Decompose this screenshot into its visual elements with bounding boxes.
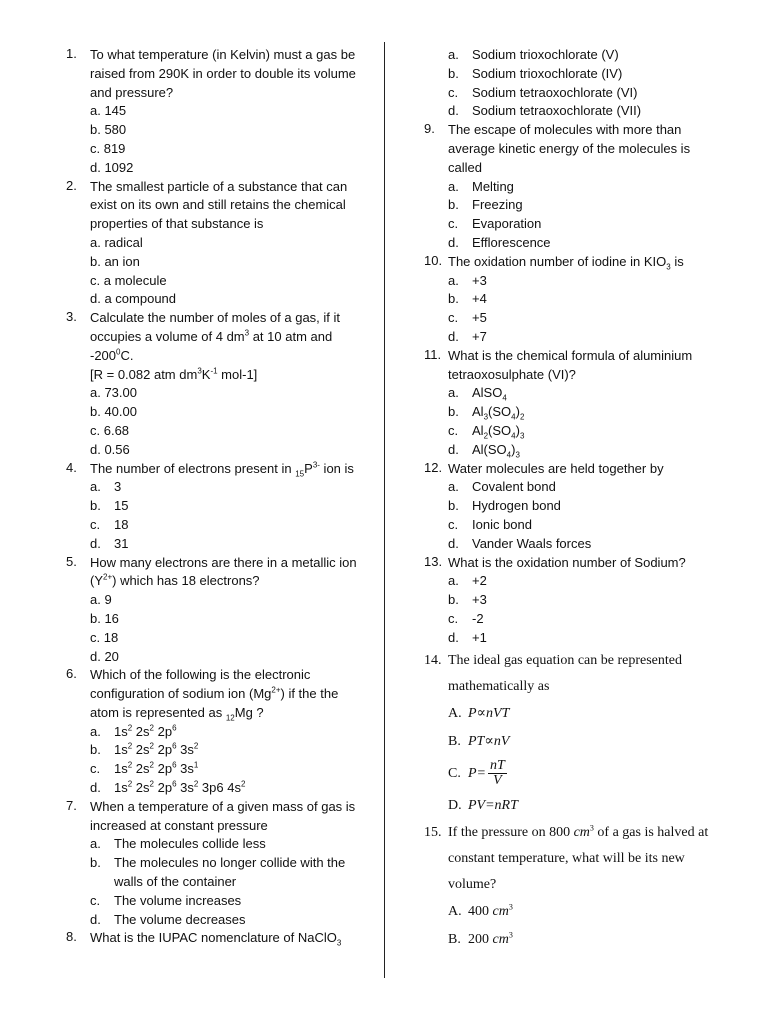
option-b: b. an ion xyxy=(90,253,140,269)
question-number: 13. xyxy=(424,553,443,569)
question-9 xyxy=(424,121,724,253)
option-c: c. Evaporation xyxy=(448,216,542,232)
question-number: 6. xyxy=(66,666,77,682)
fraction: $\frac{nT}{V}$ xyxy=(490,757,505,788)
question-number: 5. xyxy=(66,553,77,569)
option-b: b. Hydrogen bond xyxy=(448,498,561,514)
option-a: a. The molecules collide less xyxy=(90,836,266,852)
option-c: c. -2 xyxy=(448,610,484,626)
option-b: b. Freezing xyxy=(448,197,523,213)
option-d: D. PV=nRT xyxy=(448,797,518,813)
question-text: The escape of molecules with more than average kinetic energy of the molecules is called xyxy=(448,122,691,175)
question-3 xyxy=(66,309,366,459)
option-d: d. 20 xyxy=(90,648,119,664)
option-a: a. Melting xyxy=(448,178,514,194)
question-13 xyxy=(424,554,724,648)
question-text: Water molecules are held together by xyxy=(448,460,664,476)
question-text: The smallest particle of a substance that can exist on its own and still retains the chemical properties of that substance is xyxy=(90,178,348,232)
option-c: c. $Al_2(SO_4)_3$ xyxy=(448,422,525,441)
option-a: A. 400 $cm^3$ xyxy=(448,901,513,919)
question-number: 7. xyxy=(66,797,77,813)
option-a: a. Covalent bond xyxy=(448,479,556,495)
option-a: a. 145 xyxy=(90,103,127,119)
option-c: c. The volume increases xyxy=(90,892,242,908)
right-column xyxy=(424,46,724,954)
option-b: b. +3 xyxy=(448,592,487,608)
option-b: b. The molecules no longer collide with the walls of the container xyxy=(90,855,346,890)
question-text: If the pressure on 800 $cm^3$ of a gas is halved at constant temperature, what will be its new volume? xyxy=(448,822,709,892)
question-15 xyxy=(424,820,724,954)
question-text: To what temperature (in Kelvin) must a gas be raised from 290K in order to double its volume and pressure? xyxy=(90,47,356,100)
option-b: b. 40.00 xyxy=(90,404,137,420)
option-d: d. 1092 xyxy=(90,159,134,175)
option-d: d. The volume decreases xyxy=(90,911,246,927)
question-text: What is the chemical formula of aluminium tetraoxosulphate (VI)? xyxy=(448,347,693,382)
option-a: a. 9 xyxy=(90,592,112,608)
option-b: b. 15 xyxy=(90,498,129,514)
option-b: b. $Al_3(SO_4)_2$ xyxy=(448,404,525,422)
option-a: a. AlSO$_4$ xyxy=(448,385,507,403)
option-c: c. 6.68 xyxy=(90,422,130,438)
option-b: b. $1s^2$ $2s^2$ $2p^6$ $3s^2$ xyxy=(90,742,199,758)
option-d: d. $1s^2$ $2s^2$ $2p^6$ $3s^2$ 3p6 $4s^2$ xyxy=(90,779,246,796)
option-d: d. +1 xyxy=(448,629,487,645)
question-10 xyxy=(424,253,724,347)
option-a: a. 3 xyxy=(90,479,122,495)
column-divider xyxy=(384,42,385,978)
option-c: c. +5 xyxy=(448,310,487,326)
question-14 xyxy=(424,648,724,820)
option-d: d. +7 xyxy=(448,328,487,344)
question-text: How many electrons are there in a metallic ion $(Y^{2+})$ which has 18 electrons? xyxy=(90,554,357,589)
option-b: b. 16 xyxy=(90,610,119,626)
question-text: What is the IUPAC nomenclature of NaClO$_3$ xyxy=(90,930,342,949)
question-text: The oxidation number of iodine in $KIO_3$ is xyxy=(448,253,684,272)
option-b: b. 580 xyxy=(90,122,127,138)
question-12 xyxy=(424,460,724,554)
question-8-options xyxy=(424,46,724,121)
question-6 xyxy=(66,666,366,798)
option-a: a. +3 xyxy=(448,272,487,288)
gas-constant-note: [R = 0.082 atm $dm^3K^{-1}$ mol-1] xyxy=(90,366,258,382)
question-text: The ideal gas equation can be represented mathematically as xyxy=(448,652,683,694)
option-a: a. 73.00 xyxy=(90,385,137,401)
option-d: d. a compound xyxy=(90,291,177,307)
option-a: a. +2 xyxy=(448,573,487,589)
question-4 xyxy=(66,460,366,554)
question-text: When a temperature of a given mass of gas is increased at constant pressure xyxy=(90,798,356,833)
option-a: a. Sodium trioxochlorate (V) xyxy=(448,47,619,62)
option-c: c. Ionic bond xyxy=(448,516,532,532)
option-c: c. a molecule xyxy=(90,272,167,288)
option-c: c. 819 xyxy=(90,140,126,156)
question-7 xyxy=(66,798,366,930)
question-number: 2. xyxy=(66,177,77,193)
question-number: 10. xyxy=(424,252,443,268)
left-column xyxy=(66,46,366,948)
option-d: d. Sodium tetraoxochlorate (VII) xyxy=(448,103,642,119)
question-number: 14. xyxy=(424,652,442,668)
option-b: b. Sodium trioxochlorate (IV) xyxy=(448,65,623,81)
question-5 xyxy=(66,554,366,667)
option-d: d. 31 xyxy=(90,535,129,551)
question-number: 15. xyxy=(424,824,442,840)
option-b: B. PT∝nV xyxy=(448,733,510,749)
option-b: b. +4 xyxy=(448,291,487,307)
question-number: 12. xyxy=(424,459,443,475)
option-a: a. radical xyxy=(90,234,143,250)
question-8 xyxy=(66,929,366,948)
question-11 xyxy=(424,347,724,460)
question-1 xyxy=(66,46,366,178)
option-d: d. 0.56 xyxy=(90,441,130,457)
question-number: 9. xyxy=(424,121,435,137)
option-c: C. P= $\frac{nT}{V}$ xyxy=(448,757,505,788)
option-d: d. Efflorescence xyxy=(448,234,551,250)
option-a: A. P∝nVT xyxy=(448,705,510,721)
question-2 xyxy=(66,178,366,310)
option-a: a. $1s^2$ $2s^2$ $2p^6$ xyxy=(90,723,177,739)
option-d: d. $Al(SO_4)_3$ xyxy=(448,441,520,460)
question-number: 11. xyxy=(424,346,442,362)
question-number: 8. xyxy=(66,929,77,945)
option-c: c. 18 xyxy=(90,629,119,645)
question-text: What is the oxidation number of Sodium? xyxy=(448,554,686,570)
option-d: d. Vander Waals forces xyxy=(448,535,592,551)
question-number: 1. xyxy=(66,46,77,61)
option-c: c. $1s^2$ $2s^2$ $2p^6$ $3s^1$ xyxy=(90,760,199,777)
question-text: Which of the following is the electronic configuration of sodium ion $(Mg^{2+})$ if the the atom is represented as $_{12}$Mg ? xyxy=(90,667,339,723)
question-number: 4. xyxy=(66,459,77,475)
question-text: The number of electrons present in $_{15}P^{3-}$ ion is xyxy=(90,460,354,479)
option-b: B. 200 $cm^3$ xyxy=(448,929,513,947)
question-number: 3. xyxy=(66,309,77,325)
option-c: c. Sodium tetraoxochlorate (VI) xyxy=(448,84,638,100)
option-c: c. 18 xyxy=(90,516,129,532)
question-text: Calculate the number of moles of a gas, if it occupies a volume of 4 $dm^3$ at 10 atm and $-200^0C$. xyxy=(90,310,341,363)
